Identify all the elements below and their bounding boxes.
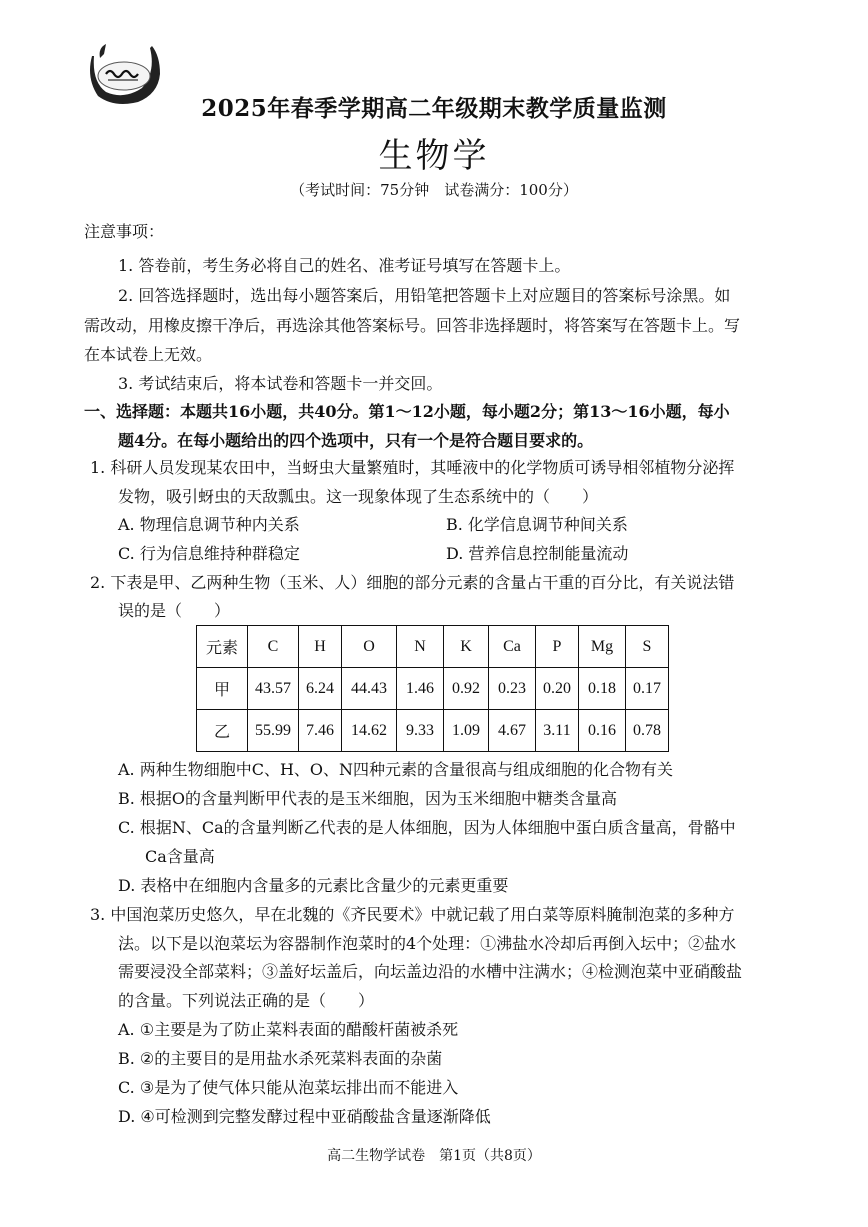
note-line: 3. 考试结束后，将本试卷和答题卡一并交回。 <box>118 374 443 393</box>
table-cell: 0.18 <box>579 668 626 710</box>
option-text: Ca含量高 <box>145 847 215 866</box>
table-cell: 44.43 <box>342 668 397 710</box>
table-cell: 0.17 <box>626 668 669 710</box>
question-stem: 3. 中国泡菜历史悠久，早在北魏的《齐民要术》中就记载了用白菜等原料腌制泡菜的多种方 <box>90 905 735 924</box>
table-row <box>197 668 669 710</box>
table-cell: 0.23 <box>489 668 536 710</box>
question-stem: 1. 科研人员发现某农田中，当蚜虫大量繁殖时，其唾液中的化学物质可诱导相邻植物分泌挥 <box>90 458 735 477</box>
option-text: B. 化学信息调节种间关系 <box>446 515 628 534</box>
option-text: B. 根据O的含量判断甲代表的是玉米细胞，因为玉米细胞中糖类含量高 <box>118 789 618 808</box>
question-stem: 2. 下表是甲、乙两种生物（玉米、人）细胞的部分元素的含量占干重的百分比，有关说法错 <box>90 573 735 592</box>
table-cell: 甲 <box>197 668 248 710</box>
note-line: 在本试卷上无效。 <box>84 345 213 364</box>
option-text: A. ①主要是为了防止菜料表面的醋酸杆菌被杀死 <box>118 1020 459 1039</box>
option-text: A. 物理信息调节种内关系 <box>118 515 300 534</box>
option-text: A. 两种生物细胞中C、H、O、N四种元素的含量很高与组成细胞的化合物有关 <box>118 760 674 779</box>
table-cell: 0.16 <box>579 710 626 752</box>
table-header-cell: 元素 <box>197 626 248 668</box>
table-cell: 55.99 <box>248 710 299 752</box>
table-cell: 14.62 <box>342 710 397 752</box>
question-stem: 发物，吸引蚜虫的天敌瓢虫。这一现象体现了生态系统中的（ ） <box>118 487 599 506</box>
option-text: C. 行为信息维持种群稳定 <box>118 544 300 563</box>
subject-title: 生物学 <box>378 136 490 176</box>
table-cell: 乙 <box>197 710 248 752</box>
note-line: 1. 答卷前，考生务必将自己的姓名、准考证号填写在答题卡上。 <box>118 256 571 275</box>
option-text: D. ④可检测到完整发酵过程中亚硝酸盐含量逐渐降低 <box>118 1107 491 1126</box>
exam-info: （考试时间：75分钟 试卷满分：100分） <box>290 181 578 199</box>
table-cell: 0.78 <box>626 710 669 752</box>
table-header-cell: O <box>342 626 397 668</box>
table-header-cell: H <box>299 626 342 668</box>
table-header-cell: P <box>536 626 579 668</box>
question-stem: 的含量。下列说法正确的是（ ） <box>118 991 375 1010</box>
table-cell: 1.09 <box>444 710 489 752</box>
note-line: 2. 回答选择题时，选出每小题答案后，用铅笔把答题卡上对应题目的答案标号涂黑。如 <box>118 286 731 305</box>
option-text: D. 营养信息控制能量流动 <box>446 544 629 563</box>
table-cell: 4.67 <box>489 710 536 752</box>
table-header-cell: Mg <box>579 626 626 668</box>
table-header-cell: C <box>248 626 299 668</box>
exam-title: 2025年春季学期高二年级期末教学质量监测 <box>201 95 667 122</box>
question-stem: 法。以下是以泡菜坛为容器制作泡菜时的4个处理：①沸盐水冷却后再倒入坛中；②盐水 <box>118 934 737 953</box>
table-cell: 9.33 <box>397 710 444 752</box>
table-cell: 43.57 <box>248 668 299 710</box>
table-cell: 0.20 <box>536 668 579 710</box>
option-text: B. ②的主要目的是用盐水杀死菜料表面的杂菌 <box>118 1049 443 1068</box>
table-row <box>197 710 669 752</box>
note-line: 需改动，用橡皮擦干净后，再选涂其他答案标号。回答非选择题时，将答案写在答题卡上。写 <box>84 316 741 335</box>
option-text: C. 根据N、Ca的含量判断乙代表的是人体细胞，因为人体细胞中蛋白质含量高，骨骼中 <box>118 818 736 837</box>
table-cell: 3.11 <box>536 710 579 752</box>
option-text: C. ③是为了使气体只能从泡菜坛排出而不能进入 <box>118 1078 459 1097</box>
table-header-cell: N <box>397 626 444 668</box>
table-cell: 1.46 <box>397 668 444 710</box>
table-header-cell: S <box>626 626 669 668</box>
table-cell: 0.92 <box>444 668 489 710</box>
table-header-cell: K <box>444 626 489 668</box>
table-header-cell: Ca <box>489 626 536 668</box>
section-heading: 题4分。在每小题给出的四个选项中，只有一个是符合题目要求的。 <box>118 431 594 450</box>
page-footer: 高二生物学试卷 第1页（共8页） <box>327 1148 541 1164</box>
table-cell: 6.24 <box>299 668 342 710</box>
table-header-row <box>197 626 669 668</box>
table-cell: 7.46 <box>299 710 342 752</box>
notes-heading: 注意事项： <box>84 222 165 241</box>
option-text: D. 表格中在细胞内含量多的元素比含量少的元素更重要 <box>118 876 509 895</box>
element-table <box>196 625 669 752</box>
section-heading: 一、选择题：本题共16小题，共40分。第1～12小题，每小题2分；第13～16小题，每小 <box>84 402 730 421</box>
question-stem: 误的是（ ） <box>118 601 231 620</box>
question-stem: 需要浸没全部菜料；③盖好坛盖后，向坛盖边沿的水槽中注满水；④检测泡菜中亚硝酸盐 <box>118 962 743 981</box>
